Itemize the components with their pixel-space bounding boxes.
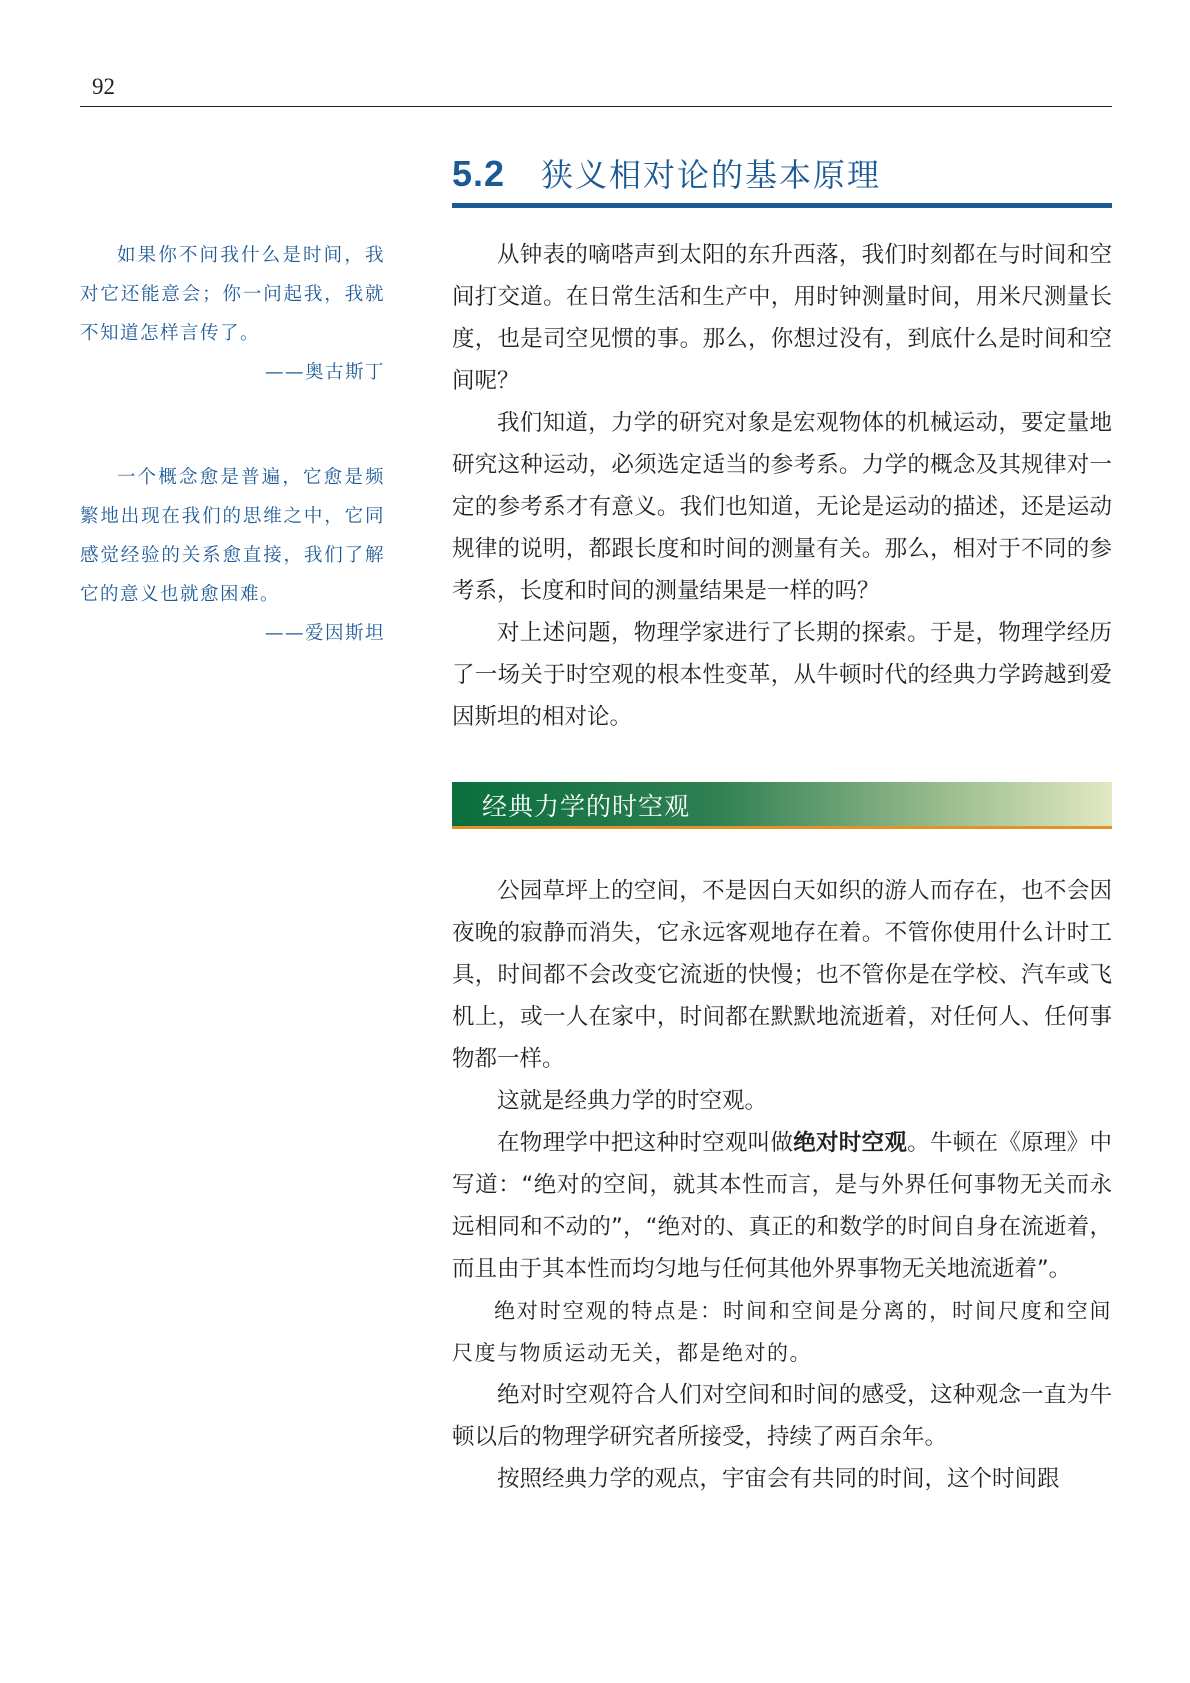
intro-paragraph-3: 对上述问题，物理学家进行了长期的探索。于是，物理学经历了一场关于时空观的根本性变革，从牛顿时代的经典力学跨越到爱因斯坦的相对论。 — [452, 620, 1112, 730]
body-paragraph-6: 按照经典力学的观点，宇宙会有共同的时间，这个时间跟 — [497, 1466, 1060, 1492]
sidebar-quote-augustine — [80, 236, 385, 392]
section-number: 5.2 — [452, 153, 506, 194]
p3-prefix: 在物理学中把这种时空观叫做 — [497, 1130, 794, 1156]
subsection-banner-underline — [452, 826, 1112, 829]
key-term: 绝对时空观 — [793, 1130, 908, 1156]
intro-paragraph-2: 我们知道，力学的研究对象是宏观物体的机械运动，要定量地研究这种运动，必须选定适当的参考系。力学的概念及其规律对一定的参考系才有意义。我们也知道，无论是运动的描述，还是运动规律的说明，都跟长度和时间的测量有关。那么，相对于不同的参考系，长度和时间的测量结果是一样的吗？ — [452, 410, 1112, 604]
section-title-rule — [452, 203, 1112, 208]
body-paragraph-2: 这就是经典力学的时空观。 — [497, 1088, 768, 1114]
quote-author: ——爱因斯坦 — [264, 623, 385, 644]
body-paragraph-4: 绝对时空观的特点是：时间和空间是分离的，时间尺度和空间尺度与物质运动无关，都是绝对的。 — [452, 1299, 1112, 1365]
header-rule — [80, 106, 1112, 107]
body-text — [452, 870, 1112, 1500]
quote-text: 如果你不问我什么是时间，我对它还能意会；你一问起我，我就不知道怎样言传了。 — [80, 245, 385, 344]
body-paragraph-3 — [452, 1122, 1112, 1290]
quote-author: ——奥古斯丁 — [264, 362, 385, 383]
quote-text: 一个概念愈是普遍，它愈是频繁地出现在我们的思维之中，它同感觉经验的关系愈直接，我们了解它的意义也就愈困难。 — [80, 467, 385, 605]
subsection-title: 经典力学的时空观 — [482, 792, 691, 821]
intro-paragraph-1: 从钟表的嘀嗒声到太阳的东升西落，我们时刻都在与时间和空间打交道。在日常生活和生产中，用时钟测量时间，用米尺测量长度，也是司空见惯的事。那么，你想过没有，到底什么是时间和空间呢？ — [452, 242, 1112, 394]
p3-suffix: 。牛顿在《原理》中写道：“绝对的空间，就其本性而言，是与外界任何事物无关而永远相同和不动的”，“绝对的、真正的和数学的时间自身在流逝着，而且由于其本性而均匀地与任何其他外界事物无关地流逝着”。 — [452, 1130, 1112, 1282]
section-title: 狭义相对论的基本原理 — [541, 156, 882, 194]
body-paragraph-1: 公园草坪上的空间，不是因白天如织的游人而存在，也不会因夜晚的寂静而消失，它永远客观地存在着。不管你使用什么计时工具，时间都不会改变它流逝的快慢；也不管你是在学校、汽车或飞机上，或一人在家中，时间都在默默地流逝着，对任何人、任何事物都一样。 — [452, 878, 1112, 1072]
page-number: 92 — [92, 74, 115, 99]
body-paragraph-5: 绝对时空观符合人们对空间和时间的感受，这种观念一直为牛顿以后的物理学研究者所接受，持续了两百余年。 — [452, 1382, 1112, 1450]
section-heading — [452, 150, 1112, 196]
intro-text — [452, 234, 1112, 738]
sidebar-quote-einstein — [80, 458, 385, 653]
